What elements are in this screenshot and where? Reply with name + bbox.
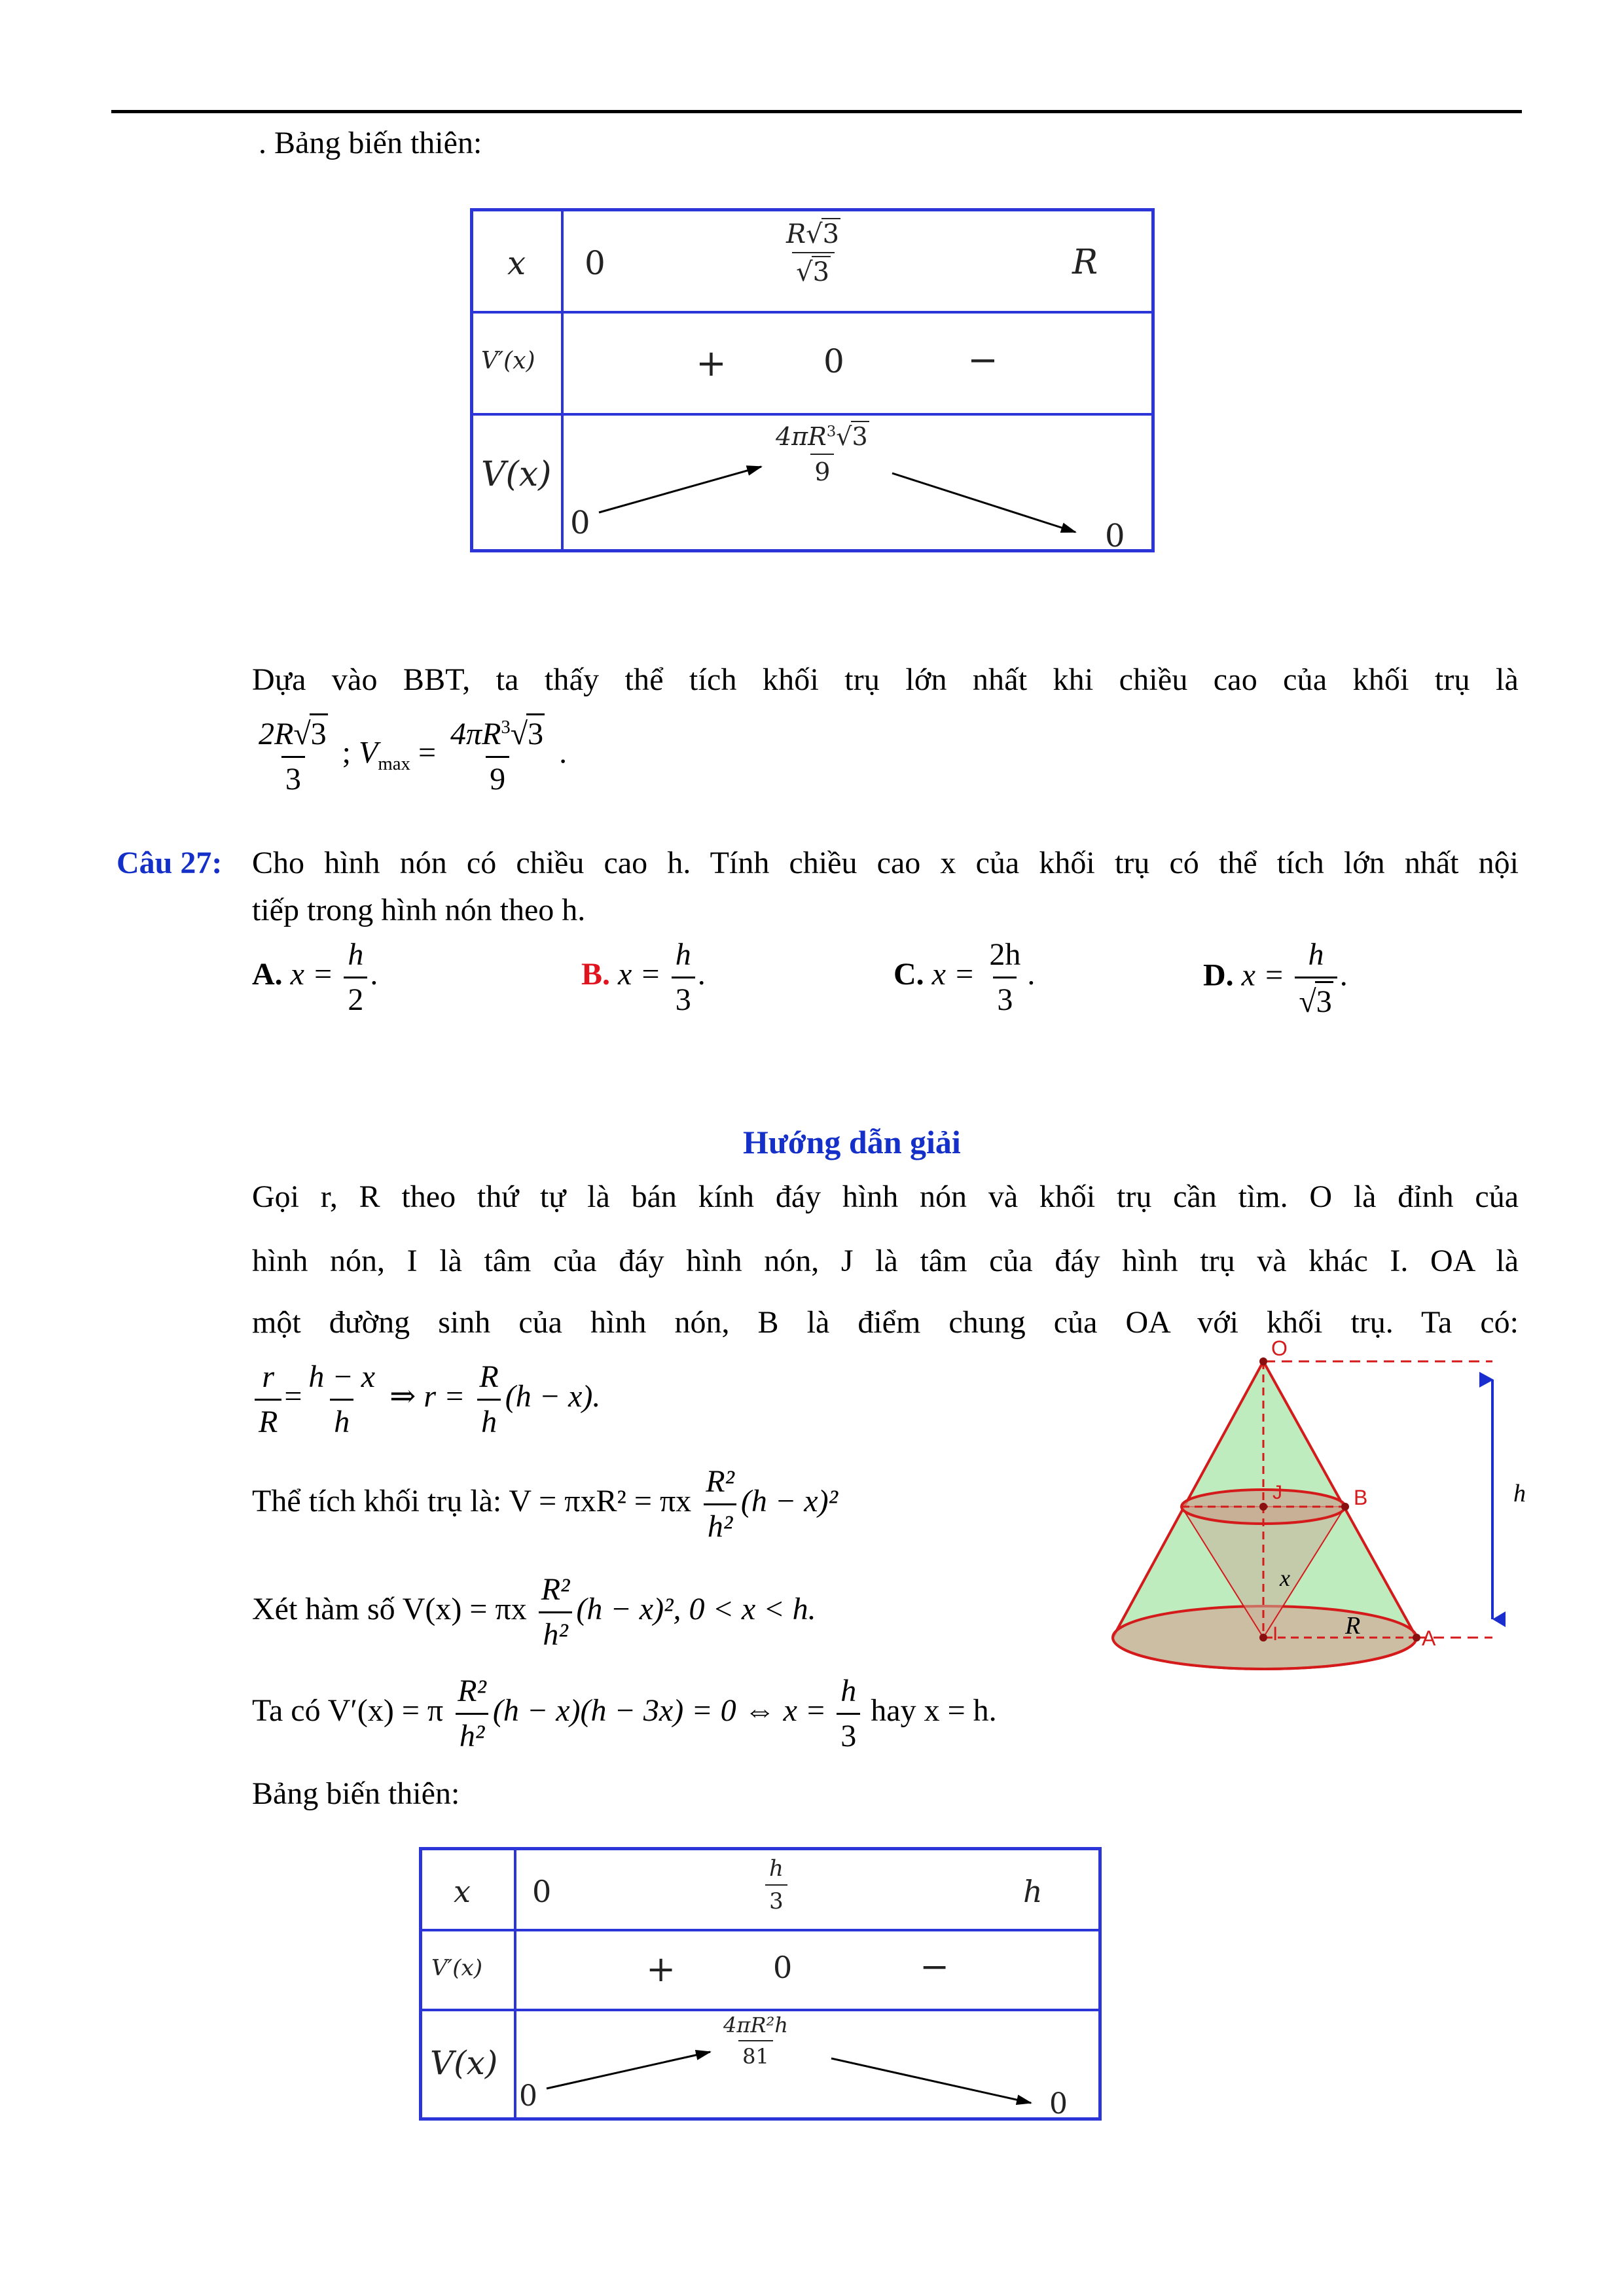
option-b: B. x = $\frac{h}{3}$ . [581,936,706,1018]
solution-p3: một đường sinh của hình nón, B là điểm chung của OA với khối trụ. Ta có: [252,1305,1519,1340]
bbt1-sign-minus: − [967,339,998,382]
bbt1-x-mid: $\frac{R√3}{√3}$ [786,219,840,287]
question-line-1: Cho hình nón có chiều cao h. Tính chiều cao x của khối trụ có thể tích lớn nhất nội [252,846,1519,880]
bbt2-v-end: 0 [1049,2087,1068,2121]
bbt2-x-label: x [454,1874,471,1909]
bbt2-v-start: 0 [519,2079,537,2113]
figure-label-x: x [1280,1565,1290,1591]
solution-p2: hình nón, I là tâm của đáy hình nón, J là tâm của đáy hình trụ và khác I. OA là [252,1244,1519,1278]
conclusion-text: Dựa vào BBT, ta thấy thể tích khối trụ lớn nhất khi chiều cao của khối trụ là [252,662,1519,697]
bbt1-dv-label: V′(x) [481,348,535,374]
bbt1-v-start: 0 [570,505,590,541]
bbt2-arrows [422,1850,1098,2117]
figure-label-b: B [1354,1486,1368,1509]
figure-label-h: h [1513,1480,1526,1507]
bbt2-v-max: $\frac{\text{4πR²h}}{81}$ [723,2013,788,2069]
figure-label-j: J [1272,1482,1282,1503]
bbt2-arrow-down [831,2058,1031,2103]
solution-function: Xét hàm số V(x) = πx $\frac{\text{R²}}{\text{h²}}$ (h − x)², 0 < x < h. [252,1571,816,1653]
bbt1-sign-zero: 0 [823,342,844,380]
bbt1-x-start: 0 [585,244,605,282]
bbt1-v-max: $\frac{4\pi R^3√3}{9}$ [776,422,868,486]
bbt1-arrows [473,211,1151,549]
bbt1-v-label: V(x) [481,455,552,494]
conclusion-formula: $\frac{2R√3}{3}$ ; $V_{max}$ = $\frac{4\pi R^3√3}{9}$ . [252,713,567,798]
solution-bbt-heading: Bảng biến thiên: [252,1776,460,1811]
question-line-2: tiếp trong hình nón theo h. [252,893,586,927]
bbt2-x-start: 0 [532,1874,552,1909]
bbt2-v-label: V(x) [430,2044,498,2082]
variation-table-1 [470,208,1155,552]
option-a: A. x = $\frac{h}{2}$ . [252,936,378,1018]
bbt1-heading: . Bảng biến thiên: [259,126,482,160]
bbt1-v-end: 0 [1105,518,1125,554]
solution-derivative: Ta có V′(x) = π $\frac{\text{R²}}{\text{h²}}$ (h − x)(h − 3x) = 0 ⇔ x = $\frac{h}{3}$ hay x = h. [252,1672,997,1755]
bbt2-arrow-up [547,2052,710,2089]
header-rule [111,110,1522,113]
figure-label-a: A [1422,1626,1436,1650]
figure-label-o: O [1271,1336,1288,1360]
bbt2-sign-zero: 0 [773,1950,793,1985]
bbt2-sign-plus: + [646,1948,676,1990]
bbt1-x-end: R [1072,243,1098,282]
variation-table-2 [419,1847,1102,2121]
bbt2-dv-label: V′(x) [431,1955,482,1981]
bbt1-arrow-down [892,473,1075,532]
question-label: Câu 27: [117,846,223,880]
bbt1-sign-plus: + [696,342,727,385]
bbt2-x-end: h [1023,1874,1043,1909]
solution-heading: Hướng dẫn giải [743,1124,961,1160]
bbt1-x-label: x [507,244,526,282]
solution-ratio: $\frac{r}{R}$ = $\frac{h - x}{h}$ ⇒ r = $\frac{R}{h}$ (h − x). [252,1358,600,1441]
figure-label-i: I [1272,1623,1278,1645]
option-d: D. x = $\frac{h}{√3}$ . [1203,936,1348,1020]
option-c: C. x = $\frac{2h}{3}$ . [893,936,1035,1018]
solution-volume: Thể tích khối trụ là: V = πxR² = πx $\frac{\text{R²}}{\text{h²}}$ (h − x)² [252,1463,838,1545]
cone-figure [1100,1335,1545,1702]
bbt1-arrow-up [599,467,761,512]
solution-p1: Gọi r, R theo thứ tự là bán kính đáy hình nón và khối trụ cần tìm. O là đỉnh của [252,1179,1519,1214]
bbt2-sign-minus: − [920,1946,950,1987]
bbt2-x-mid: $\frac{h}{3}$ [763,1856,790,1914]
figure-label-r: R [1345,1612,1361,1640]
